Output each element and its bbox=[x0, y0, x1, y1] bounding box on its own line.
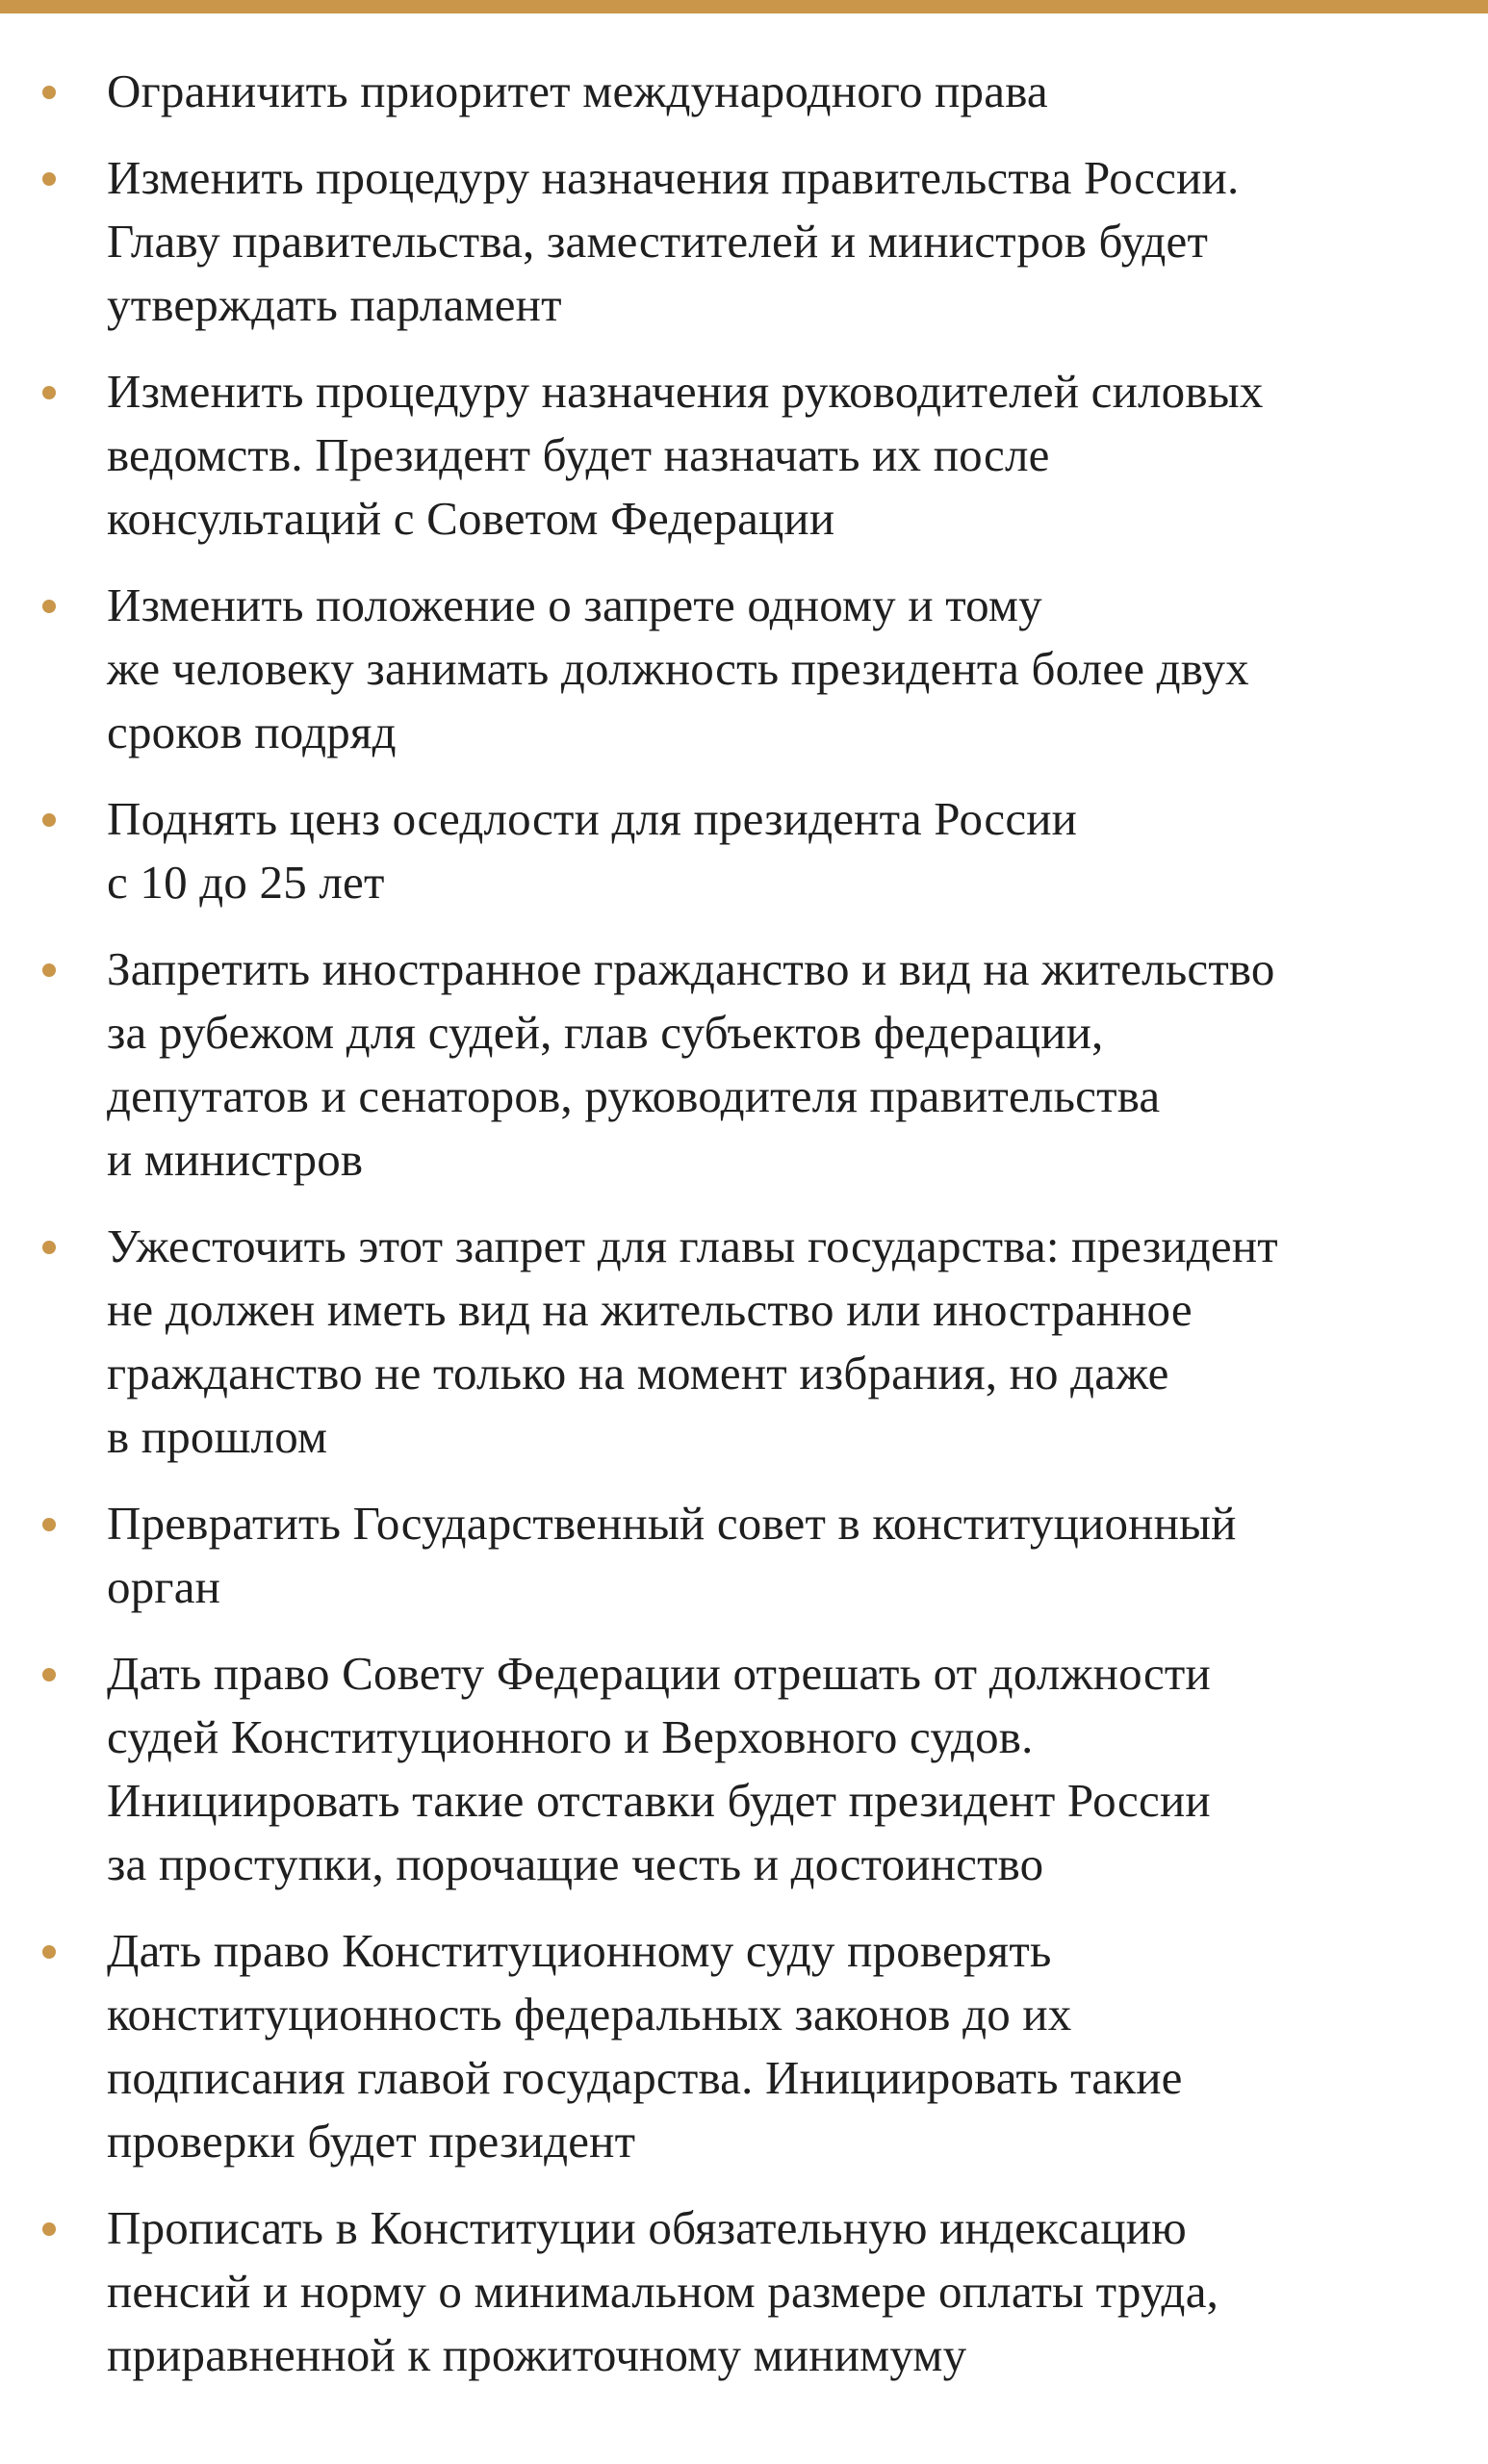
bullet-icon bbox=[42, 1518, 56, 1531]
list-item bbox=[0, 146, 1488, 337]
list-item-text: Ужесточить этот запрет для главы государства: президент не должен иметь вид на жительство или иностранное гражданство не только на момент избрания, но даже в прошлом bbox=[107, 1219, 1278, 1463]
bullet-icon bbox=[42, 386, 56, 399]
bullet-icon bbox=[42, 1945, 56, 1959]
bullet-icon bbox=[42, 1241, 56, 1254]
list-item bbox=[0, 1919, 1488, 2173]
bullet-icon bbox=[42, 2222, 56, 2236]
amendments-list bbox=[0, 60, 1488, 2410]
list-item-text: Дать право Совету Федерации отрешать от должности судей Конституционного и Верховного судов. Инициировать такие отставки будет президент России за проступки, порочащие честь и достоинство bbox=[107, 1647, 1211, 1890]
list-item-text: Запретить иностранное гражданство и вид на жительство за рубежом для судей, глав субъектов федерации, депутатов и сенаторов, руководителя правительства и министров bbox=[107, 942, 1275, 1186]
list-item bbox=[0, 937, 1488, 1192]
list-item-text: Поднять ценз оседлости для президента России с 10 до 25 лет bbox=[107, 792, 1078, 909]
list-item-text: Превратить Государственный совет в конституционный орган bbox=[107, 1497, 1237, 1613]
list-item bbox=[0, 1492, 1488, 1619]
list-item bbox=[0, 360, 1488, 551]
list-item bbox=[0, 1642, 1488, 1896]
list-item bbox=[0, 60, 1488, 123]
list-item bbox=[0, 574, 1488, 764]
list-item-text: Изменить процедуру назначения руководителей силовых ведомств. Президент будет назначать их после консультаций с Советом Федерации bbox=[107, 365, 1264, 545]
bullet-icon bbox=[42, 172, 56, 186]
list-item bbox=[0, 787, 1488, 914]
list-item bbox=[0, 2196, 1488, 2387]
bullet-icon bbox=[42, 813, 56, 827]
bullet-icon bbox=[42, 600, 56, 613]
bullet-icon bbox=[42, 86, 56, 99]
list-item-text: Ограничить приоритет международного права bbox=[107, 64, 1048, 117]
bullet-icon bbox=[42, 963, 56, 977]
list-item-text: Изменить процедуру назначения правительства России. Главу правительства, заместителей и министров будет утверждать парламент bbox=[107, 151, 1240, 331]
bullet-icon bbox=[42, 1668, 56, 1681]
list-item-text: Изменить положение о запрете одному и тому же человеку занимать должность президента более двух сроков подряд bbox=[107, 578, 1249, 758]
list-item-text: Прописать в Конституции обязательную индексацию пенсий и норму о минимальном размере оплаты труда, приравненной к прожиточному минимуму bbox=[107, 2201, 1219, 2381]
list-item bbox=[0, 1215, 1488, 1469]
list-item-text: Дать право Конституционному суду проверять конституционность федеральных законов до их подписания главой государства. Инициировать такие проверки будет президент bbox=[107, 1924, 1183, 2168]
top-accent-bar bbox=[0, 0, 1488, 13]
